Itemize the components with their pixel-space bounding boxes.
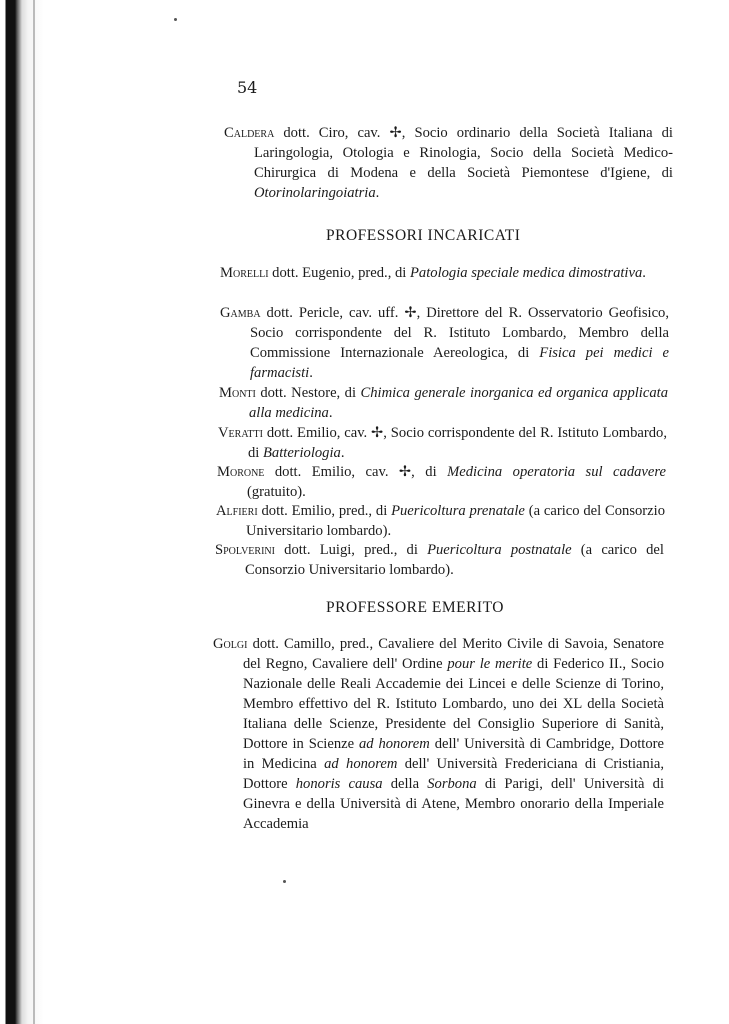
entry-end: .	[375, 185, 380, 201]
entry-end: .	[642, 265, 646, 281]
entry-text: dell' Università di Cambridge, Dottore in Medicina	[243, 736, 664, 772]
entry-text: di Federico II., Socio Nazionale delle Reali Accademie dei Lincei e delle Scienze di Torino, Membro effettivo del R. Istituto Lombardo, uno dei XL della Società Italiana delle Scienze, Presidente del Consiglio Superiore di Sanità, Dottore in Scienze	[243, 656, 665, 752]
faculty-name: Morelli	[220, 265, 269, 281]
entry-text: della	[382, 776, 428, 792]
entry-text: dott. Emilio, pred., di	[257, 503, 392, 519]
entry-golgi	[213, 634, 664, 834]
course-subject: Patologia speciale medica dimostrativa	[410, 265, 643, 281]
entry-text: dott. Emilio, cav. ✢, di	[264, 464, 448, 480]
entry-end: (gratuito).	[247, 484, 306, 500]
faculty-name: Monti	[219, 385, 256, 401]
entry-text: dell' Università Fredericiana di Cristiania, Dottore	[243, 756, 664, 792]
course-subject: Batteriologia	[263, 445, 341, 461]
entry-text: dott. Luigi, pred., di	[274, 542, 428, 558]
entry-text: dott. Eugenio, pred., di	[268, 265, 410, 281]
entry-end: .	[340, 445, 345, 461]
scan-speck	[174, 18, 177, 21]
entry-morelli	[220, 263, 669, 283]
italic-phrase: Sorbona	[427, 776, 477, 792]
faculty-name: Gamba	[220, 305, 261, 321]
entry-end: (a carico del Consorzio Universitario lombardo).	[245, 542, 664, 578]
entry-end: .	[309, 365, 313, 381]
faculty-name: Morone	[217, 464, 265, 480]
entry-morone	[217, 462, 666, 502]
faculty-name: Golgi	[213, 636, 248, 652]
italic-phrase: ad honorem	[324, 756, 398, 772]
course-subject: Puericoltura prenatale	[391, 503, 525, 519]
italic-phrase: ad honorem	[358, 736, 430, 752]
entry-monti	[219, 383, 668, 423]
scan-speck	[283, 880, 286, 883]
italic-phrase: pour le merite	[447, 656, 533, 672]
course-subject: Puericoltura postnatale	[427, 542, 572, 558]
course-subject: Chimica generale inorganica ed organica applicata alla medicina	[249, 385, 668, 421]
entry-end: (a carico del Consorzio Universitario lombardo).	[246, 503, 665, 539]
entry-spolverini	[215, 540, 664, 580]
course-subject: Fisica pei medici e farmacisti	[250, 345, 669, 381]
faculty-name: Spolverini	[215, 542, 275, 558]
entry-gamba	[220, 303, 669, 383]
course-subject: Medicina operatoria sul cadavere	[447, 464, 666, 480]
entry-text: di Parigi, dell' Università di Ginevra e della Università di Atene, Membro onorario della Imperiale Accademia	[243, 776, 664, 832]
binding-shadow-line	[33, 0, 35, 1024]
entry-alfieri	[216, 501, 665, 541]
course-subject: Otorinolaringoiatria	[254, 185, 376, 201]
faculty-name: Caldera	[224, 125, 275, 141]
entry-text: dott. Nestore, di	[255, 385, 361, 401]
entry-text: dott. Emilio, cav. ✢, Socio corrispondente del R. Istituto Lombardo, di	[248, 425, 667, 461]
entry-text: dott. Camillo, pred., Cavaliere del Merito Civile di Savoia, Senatore del Regno, Cavaliere dell' Ordine	[243, 636, 664, 672]
entry-caldera	[224, 123, 673, 203]
entry-veratti	[218, 423, 667, 463]
entry-text: dott. Pericle, cav. uff. ✢, Direttore del R. Osservatorio Geofisico, Socio corrispondente del R. Istituto Lombardo, Membro della Commissione Internazionale Aereologica, di	[250, 305, 669, 361]
section-heading-professori-incaricati: PROFESSORI INCARICATI	[326, 227, 521, 244]
book-binding-edge	[0, 0, 44, 1024]
italic-phrase: honoris causa	[295, 776, 383, 792]
entry-end: .	[328, 405, 333, 421]
entry-text: dott. Ciro, cav. ✢, Socio ordinario della Società Italiana di Laringologia, Otologia e Rinologia, Socio della Società Medico-Chirurgica di Modena e della Società Piemontese d'Igiene, di	[254, 125, 673, 181]
faculty-name: Veratti	[218, 425, 263, 441]
page-number: 54	[237, 78, 258, 97]
section-heading-professore-emerito: PROFESSORE EMERITO	[326, 599, 504, 616]
faculty-name: Alfieri	[216, 503, 258, 519]
